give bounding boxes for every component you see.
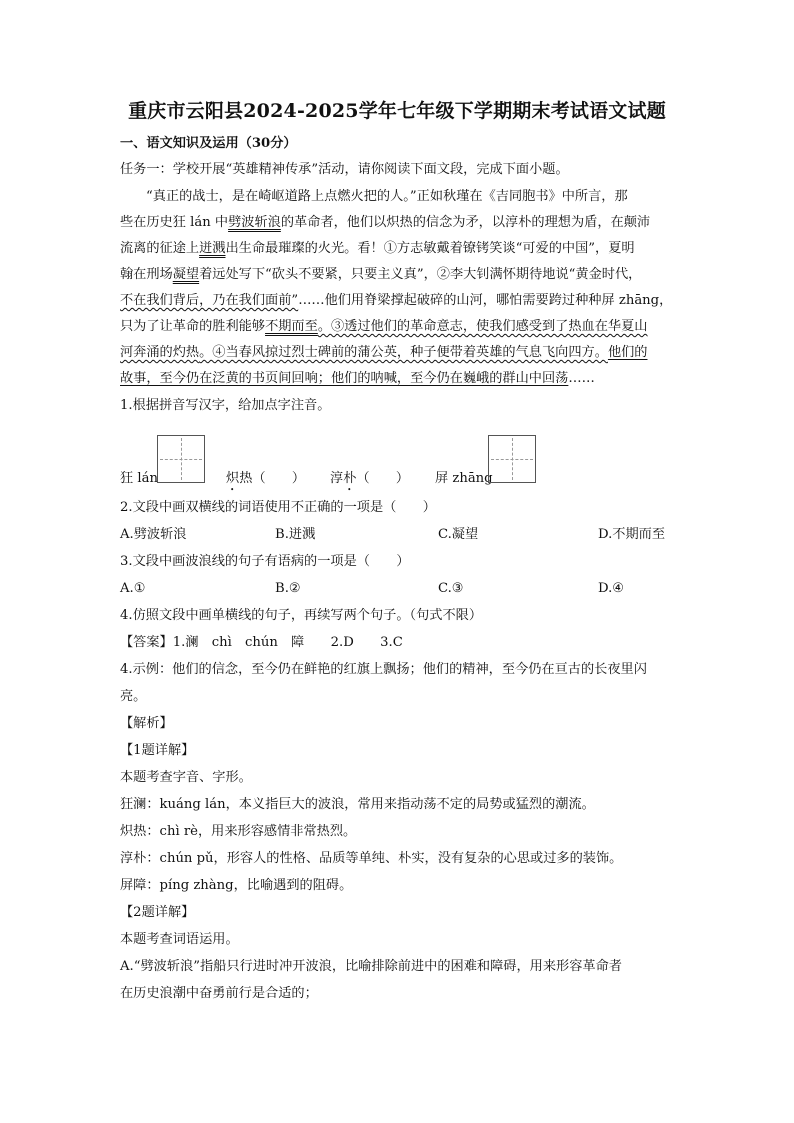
section-heading: 一、语文知识及运用（30分） — [120, 136, 297, 151]
q2-option-a[interactable]: A.劈波斩浪 — [120, 527, 187, 542]
answer-line: 【答案】1.澜 chì chún 障 2.D 3.C — [120, 635, 403, 650]
q2-option-d[interactable]: D.不期而至 — [598, 527, 666, 542]
passage-line: “真正的战士，是在崎岖道路上点燃火把的人。”正如秋瑾在《吉同胞书》中所言，那 — [146, 189, 628, 204]
analysis-text: 狂澜：kuáng lán，本义指巨大的波浪，常用来指动荡不定的局势或猛烈的潮流。 — [120, 797, 595, 812]
q3-option-d[interactable]: D.④ — [598, 581, 625, 596]
analysis-subheading: 【1题详解】 — [120, 743, 195, 758]
analysis-text: 本题考查词语运用。 — [120, 932, 239, 947]
passage-line — [120, 344, 648, 362]
wavy-underline-sentence: 。③透过他们的革命意志，使我们感受到了热血在华夏山 — [317, 319, 648, 334]
single-underline-sentence: 故事，至今仍在泛黄的书页间回响；他们的呐喊，至今仍在巍峨的群山中回荡 — [120, 371, 569, 386]
page-title: 重庆市云阳县2024-2025学年七年级下学期期末考试语文试题 — [128, 100, 666, 122]
double-underline-word: 凝望 — [172, 267, 200, 282]
wavy-underline-sentence: 河奔涌的灼热 — [120, 345, 200, 360]
q1-item-chire: 炽热（ ） — [226, 471, 306, 486]
passage-line: 翰在刑场凝望着远处写下“砍头不要紧，只要主义真”，②李大钊满怀期待地说“黄金时代， — [120, 267, 642, 282]
analysis-heading: 【解析】 — [120, 716, 173, 731]
passage-line: 只为了让革命的胜利能够不期而至。③透过他们的革命意志，使我们感受到了热血在华夏山 — [120, 319, 648, 334]
question-3-stem: 3.文段中画波浪线的句子有语病的一项是（ ） — [120, 554, 410, 569]
task-intro: 任务一：学校开展“英雄精神传承”活动，请你阅读下面文段，完成下面小题。 — [120, 162, 569, 177]
analysis-text: 在历史浪潮中奋勇前行是合适的； — [120, 986, 318, 1001]
analysis-text: 本题考查字音、字形。 — [120, 770, 252, 785]
double-underline-word: 迸溅 — [199, 241, 226, 256]
analysis-subheading: 【2题详解】 — [120, 905, 195, 920]
writing-grid-box[interactable] — [157, 435, 205, 483]
q1-item-pingzhang: 屏 zhāng — [435, 471, 493, 486]
answer-line: 4.示例：他们的信念，至今仍在鲜艳的红旗上飘扬；他们的精神，至今仍在亘古的长夜里闪 — [120, 662, 647, 677]
writing-grid-box[interactable] — [488, 435, 536, 483]
question-4-stem: 4.仿照文段中画单横线的句子，再续写两个句子。（句式不限） — [120, 608, 483, 623]
q1-item-chunpu: 淳朴（ ） — [330, 471, 410, 486]
question-2-stem: 2.文段中画双横线的词语使用不正确的一项是（ ） — [120, 500, 436, 515]
analysis-text: 炽热：chì rè，用来形容感情非常热烈。 — [120, 824, 357, 839]
analysis-text: A.“劈波斩浪”指船只行进时冲开波浪，比喻排除前进中的困难和障碍，用来形容革命者 — [120, 959, 622, 974]
q3-option-a[interactable]: A.① — [120, 581, 146, 596]
double-underline-word: 不期而至 — [265, 319, 318, 334]
analysis-text: 屏障：píng zhàng，比喻遇到的阻碍。 — [120, 878, 353, 893]
passage-line: 些在历史狂 lán 中劈波斩浪的革命者，他们以炽热的信念为矛，以淳朴的理想为盾，在颠沛 — [120, 215, 651, 230]
question-1-stem: 1.根据拼音写汉字，给加点字注音。 — [120, 398, 331, 413]
q3-option-c[interactable]: C.③ — [438, 581, 464, 596]
q2-option-c[interactable]: C.凝望 — [438, 527, 479, 542]
analysis-text: 淳朴：chún pǔ，形容人的性格、品质等单纯、朴实，没有复杂的心思或过多的装饰。 — [120, 851, 623, 866]
passage-line: 流离的征途上迸溅出生命最璀璨的火光。看！①方志敏戴着镣铐笑谈“可爱的中国”，夏明 — [120, 241, 635, 256]
answer-line: 亮。 — [120, 689, 147, 704]
q3-option-b[interactable]: B.② — [275, 581, 301, 596]
passage-line: 故事，至今仍在泛黄的书页间回响；他们的呐喊，至今仍在巍峨的群山中回荡…… — [120, 371, 595, 386]
wavy-underline-sentence: 。④当春风掠过烈士碑前的蒲公英，种子便带着英雄的气息飞向四方。 — [199, 345, 608, 360]
wavy-underline-sentence: 不在我们背后，乃在我们面前” — [120, 293, 299, 308]
passage-line: 不在我们背后，乃在我们面前”……他们用脊梁撑起破碎的山河，哪怕需要跨过种种屏 zhāng， — [120, 293, 673, 308]
single-underline-sentence: 他们的 — [607, 345, 648, 360]
q1-item-kuanglan: 狂 lán — [120, 471, 158, 486]
double-underline-word: 劈波斩浪 — [228, 215, 281, 230]
q2-option-b[interactable]: B.迸溅 — [275, 527, 316, 542]
